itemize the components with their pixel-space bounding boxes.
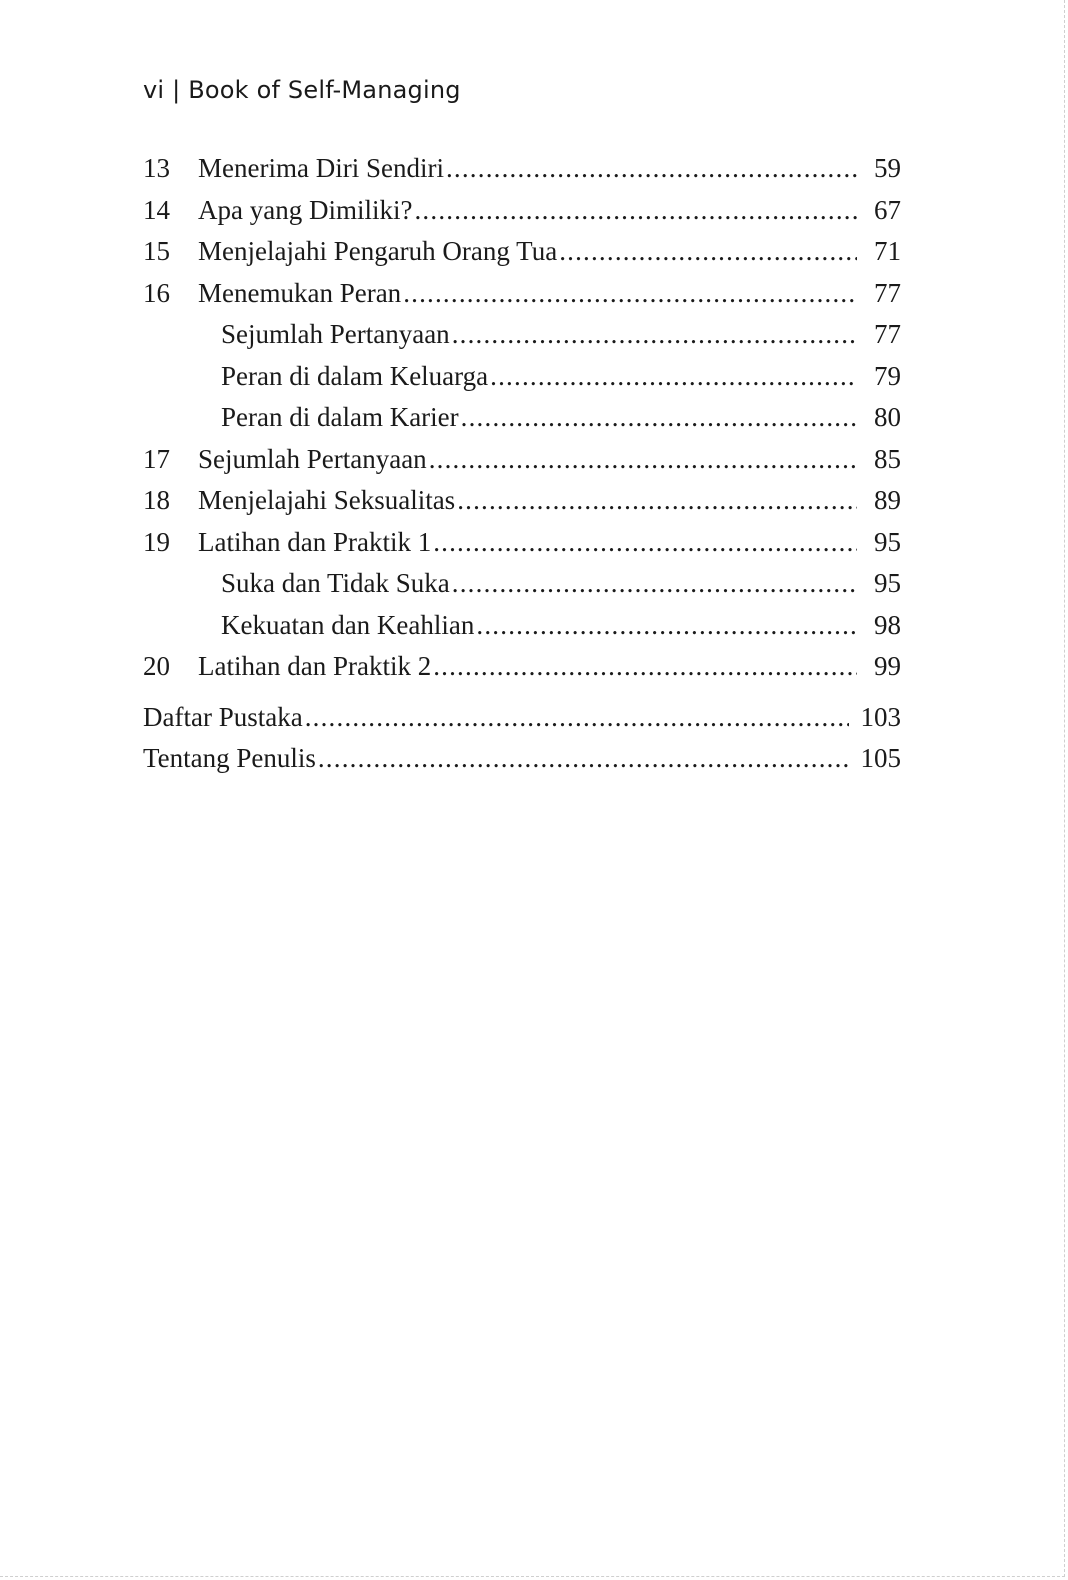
dot-leader [559,231,857,273]
page-number: 89 [874,485,901,515]
toc-entry-chapter-18[interactable] [143,480,901,522]
dot-leader [305,697,849,739]
page-number: 99 [874,651,901,681]
chapter-number: 16 [143,277,170,308]
toc-entry-chapter-19[interactable] [143,522,901,564]
toc-entry-chapter-20[interactable] [143,646,901,688]
page-number: 85 [874,443,901,474]
end-matter-title: Tentang Penulis [143,743,316,773]
dot-leader [429,439,857,481]
dot-leader [414,190,857,232]
page-number: 77 [874,277,901,308]
chapter-title: Menemukan Peran [198,277,402,308]
toc-entry-subsection[interactable] [143,356,901,398]
toc-entry-chapter-15[interactable] [143,231,901,273]
page-number: 77 [874,319,901,349]
page-number: 95 [874,568,901,598]
dot-leader [403,273,857,315]
dot-leader [461,397,857,439]
dot-leader [476,605,857,647]
page-number: 71 [874,236,901,266]
chapter-title: Menjelajahi Seksualitas [198,485,456,515]
toc-entry-subsection[interactable] [143,605,901,647]
page-number: 67 [874,194,901,225]
toc-entry-chapter-13[interactable] [143,148,901,190]
toc-entry-subsection[interactable] [143,563,901,605]
dot-leader [433,522,857,564]
chapter-title: Menjelajahi Pengaruh Orang Tua [198,236,558,266]
subsection-title: Kekuatan dan Keahlian [221,609,475,640]
chapter-number: 19 [143,526,170,557]
dot-leader [452,563,857,605]
dot-leader [433,646,857,688]
dot-leader [457,480,857,522]
chapter-title: Latihan dan Praktik 1 [198,526,432,557]
toc-entry-chapter-17[interactable] [143,439,901,481]
chapter-number: 17 [143,443,170,474]
chapter-number: 15 [143,236,170,266]
chapter-title: Menerima Diri Sendiri [198,153,444,183]
chapter-title: Sejumlah Pertanyaan [198,443,427,474]
chapter-title: Latihan dan Praktik 2 [198,651,432,681]
toc-entry-subsection[interactable] [143,397,901,439]
subsection-title: Sejumlah Pertanyaan [221,319,450,349]
chapter-title: Apa yang Dimiliki? [198,194,413,225]
end-matter-title: Daftar Pustaka [143,701,303,732]
chapter-number: 20 [143,651,170,681]
page-number: 79 [874,360,901,391]
page-number: 59 [874,153,901,183]
chapter-number: 14 [143,194,170,225]
table-of-contents [143,148,901,780]
dot-leader [452,314,857,356]
running-header: vi | Book of Self-Managing [143,76,461,104]
toc-entry-chapter-16[interactable] [143,273,901,315]
subsection-title: Peran di dalam Keluarga [221,360,489,391]
dot-leader [446,148,857,190]
page-number: 105 [860,743,901,773]
page-number: 98 [874,609,901,640]
subsection-title: Peran di dalam Karier [221,402,459,432]
dot-leader [490,356,857,398]
subsection-title: Suka dan Tidak Suka [221,568,450,598]
dot-leader [318,738,849,780]
page-number: 80 [874,402,901,432]
chapter-number: 18 [143,485,170,515]
chapter-number: 13 [143,153,170,183]
toc-entry-chapter-14[interactable] [143,190,901,232]
toc-entry-about-author[interactable] [143,738,901,780]
toc-entry-bibliography[interactable] [143,697,901,739]
toc-entry-subsection[interactable] [143,314,901,356]
page-number: 103 [860,701,901,732]
page-number: 95 [874,526,901,557]
